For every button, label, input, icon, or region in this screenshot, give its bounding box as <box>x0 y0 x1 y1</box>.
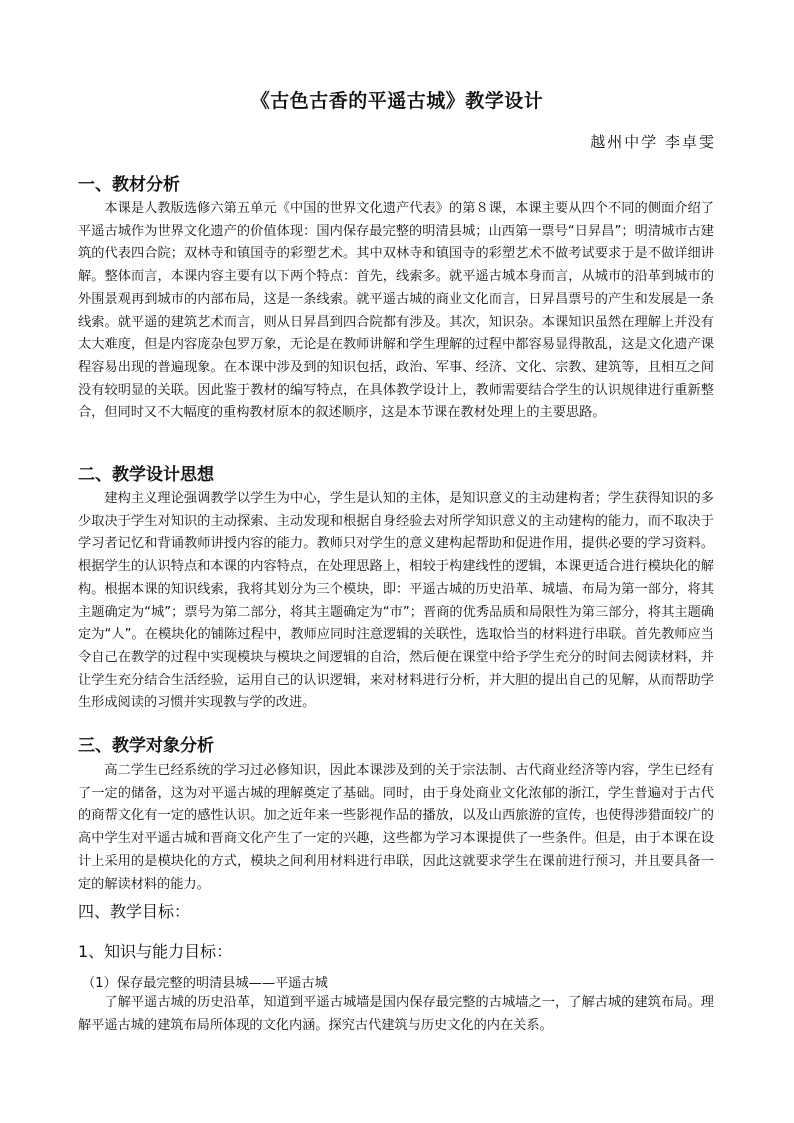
goal-subitem-1-paragraph: 了解平遥古城的历史沿革，知道到平遥古城墙是国内保存最完整的古城墙之一，了解古城的建筑布局。理解平遥古城的建筑布局所体现的文化内涵。探究古代建筑与历史文化的内在关系。 <box>78 995 714 1033</box>
section-paragraph-textbook-analysis: 本课是人教版选修六第五单元《中国的世界文化遗产代表》的第８课，本课主要从四个不同的侧面介绍了平遥古城作为世界文化遗产的价值体现：国内保存最完整的明清县城；山西第一票号“日昇昌”；明清城市古建筑的代表四合院；双林寺和镇国寺的彩塑艺术。其中双林寺和镇国寺的彩塑艺术不做考试要求于是不做详细讲解。整体而言，本课内容主要有以下两个特点：首先，线索多。就平遥古城本身而言，从城市的沿革到城市的外围景观再到城市的内部布局，这是一条线索。就平遥古城的商业文化而言，日昇昌票号的产生和发展是一条线索。就平遥的建筑艺术而言，则从日昇昌到四合院都有涉及。其次，知识杂。本课知识虽然在理解上并没有太大难度，但是内容庞杂包罗万象，无论是在教师讲解和学生理解的过程中都容易显得散乱，这是文化遗产课程容易出现的普遍现象。在本课中涉及到的知识包括，政治、军事、经济、文化、宗教、建筑等，且相互之间没有较明显的关联。因此鉴于教材的编写特点，在具体教学设计上，教师需要结合学生的认识规律进行重新整合，但同时又不大幅度的重构教材原本的叙述顺序，这是本节课在教材处理上的主要思路。 <box>78 201 714 421</box>
section-heading-student-analysis: 三、教学对象分析 <box>78 736 214 756</box>
section-heading-textbook-analysis: 一、教材分析 <box>78 175 180 195</box>
section-heading-knowledge-goals: 1、知识与能力目标： <box>78 942 233 961</box>
section-paragraph-design-thinking: 建构主义理论强调教学以学生为中心，学生是认知的主体，是知识意义的主动建构者；学生获得知识的多少取决于学生对知识的主动探索、主动发现和根据自身经验去对所学知识意义的主动建构的能力，而不取决于学习者记忆和背诵教师讲授内容的能力。教师只对学生的意义建构起帮助和促进作用，提供必要的学习资料。根据学生的认识特点和本课的内容特点，在处理思路上，相较于构建线性的逻辑，本课更适合进行模块化的解构。根据本课的知识线索，我将其划分为三个模块，即：平遥古城的历史沿革、城墙、布局为第一部分，将其主题确定为“城”；票号为第二部分，将其主题确定为“市”；晋商的优秀品质和局限性为第三部分，将其主题确定为“人”。在模块化的铺陈过程中，教师应同时注意逻辑的关联性，选取恰当的材料进行串联。首先教师应当令自己在教学的过程中实现模块与模块之间逻辑的自洽，然后便在课堂中给予学生充分的时间去阅读材料，并让学生充分结合生活经验，运用自己的认识逻辑，来对材料进行分析，并大胆的提出自己的见解，从而帮助学生形成阅读的习惯并实现教与学的改进。 <box>78 491 714 711</box>
section-heading-teaching-goals: 四、教学目标： <box>78 902 191 921</box>
goal-subitem-1: （1）保存最完整的明清县城——平遥古城 <box>82 976 328 991</box>
document-title: 《古色古香的平遥古城》教学设计 <box>250 90 544 112</box>
section-heading-design-thinking: 二、教学设计思想 <box>78 465 214 485</box>
section-paragraph-student-analysis: 高二学生已经系统的学习过必修知识，因此本课涉及到的关于宗法制、古代商业经济等内容，学生已经有了一定的储备，这为对平遥古城的理解奠定了基础。同时，由于身处商业文化浓郁的浙江，学生普遍对于古代的商帮文化有一定的感性认识。加之近年来一些影视作品的播放，以及山西旅游的宣传，也使得涉猎面较广的高中学生对平遥古城和晋商文化产生了一定的兴趣，这些都为学习本课提供了一些条件。但是，由于本课在设计上采用的是模块化的方式，模块之间利用材料进行串联，因此这就要求学生在课前进行预习，并且要具备一定的解读材料的能力。 <box>78 763 714 892</box>
document-author: 越州中学 李卓雯 <box>590 133 716 151</box>
